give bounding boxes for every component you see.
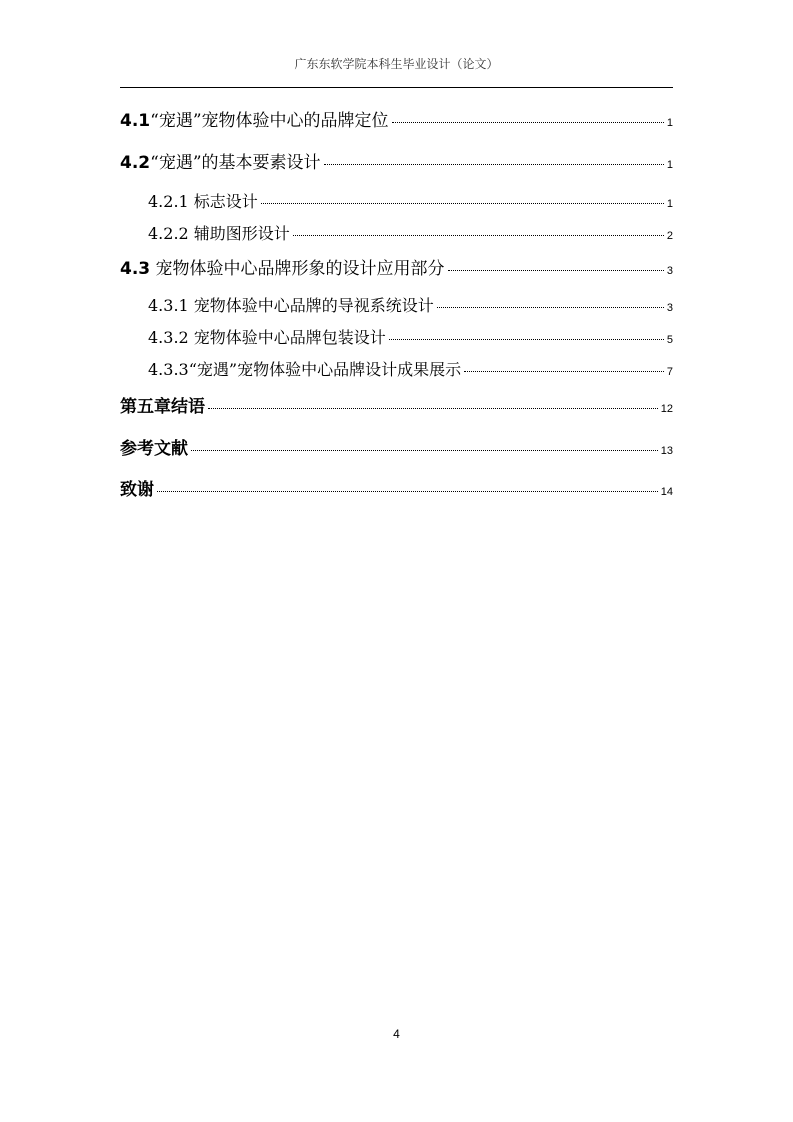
toc-entry[interactable] [120, 434, 673, 459]
toc-entry[interactable] [148, 189, 673, 212]
toc-page-number: 13 [660, 445, 673, 457]
toc-entry-label: 4.3.2 宠物体验中心品牌包装设计 [148, 328, 386, 347]
toc-leader [208, 408, 658, 409]
toc-page-number: 1 [666, 117, 673, 129]
toc-entry-label: 第五章结语 [120, 397, 205, 417]
toc-entry[interactable] [120, 148, 673, 173]
toc-leader [324, 164, 664, 165]
toc-page-number: 14 [660, 486, 673, 498]
toc-page-number: 1 [666, 198, 673, 210]
toc-entry-label: 4.3.1 宠物体验中心品牌的导视系统设计 [148, 296, 434, 315]
toc-entry-label: 参考文献 [120, 439, 188, 459]
toc-page-number: 7 [666, 366, 673, 378]
toc-leader [261, 203, 664, 204]
toc-entry[interactable] [148, 357, 673, 380]
toc-leader [392, 122, 664, 123]
page-number: 4 [393, 1027, 400, 1041]
toc-entry[interactable] [120, 392, 673, 417]
toc-leader [464, 371, 664, 372]
toc-entry[interactable] [120, 475, 673, 500]
toc-page-number: 12 [660, 403, 673, 415]
toc-entry-label: 4.3.3“宠遇”宠物体验中心品牌设计成果展示 [148, 360, 462, 379]
page-header-title: 广东东软学院本科生毕业设计（论文） [294, 57, 499, 71]
toc-entry-label: 4.2.1 标志设计 [148, 192, 258, 211]
toc-entry[interactable] [120, 254, 673, 279]
toc-entry-label: 4.3 宠物体验中心品牌形象的设计应用部分 [120, 259, 445, 279]
toc-entry[interactable] [148, 293, 673, 316]
toc-entry[interactable] [148, 221, 673, 244]
toc-entry-label: 4.2“宠遇”的基本要素设计 [120, 153, 321, 173]
toc-leader [389, 339, 664, 340]
toc-entry-label: 4.2.2 辅助图形设计 [148, 224, 290, 243]
toc-page-number: 2 [666, 230, 673, 242]
header-rule [120, 87, 673, 88]
toc-leader [437, 307, 664, 308]
toc-page-number: 1 [666, 159, 673, 171]
toc-entry-label: 致谢 [120, 480, 154, 500]
toc-leader [191, 450, 658, 451]
toc-leader [448, 270, 664, 271]
toc-entry[interactable] [120, 106, 673, 131]
toc-page-number: 5 [666, 334, 673, 346]
toc-entry-label: 4.1“宠遇”宠物体验中心的品牌定位 [120, 111, 389, 131]
toc-page-number: 3 [666, 302, 673, 314]
toc-entry[interactable] [148, 325, 673, 348]
toc-leader [157, 491, 658, 492]
toc-page-number: 3 [666, 265, 673, 277]
toc-leader [293, 235, 664, 236]
